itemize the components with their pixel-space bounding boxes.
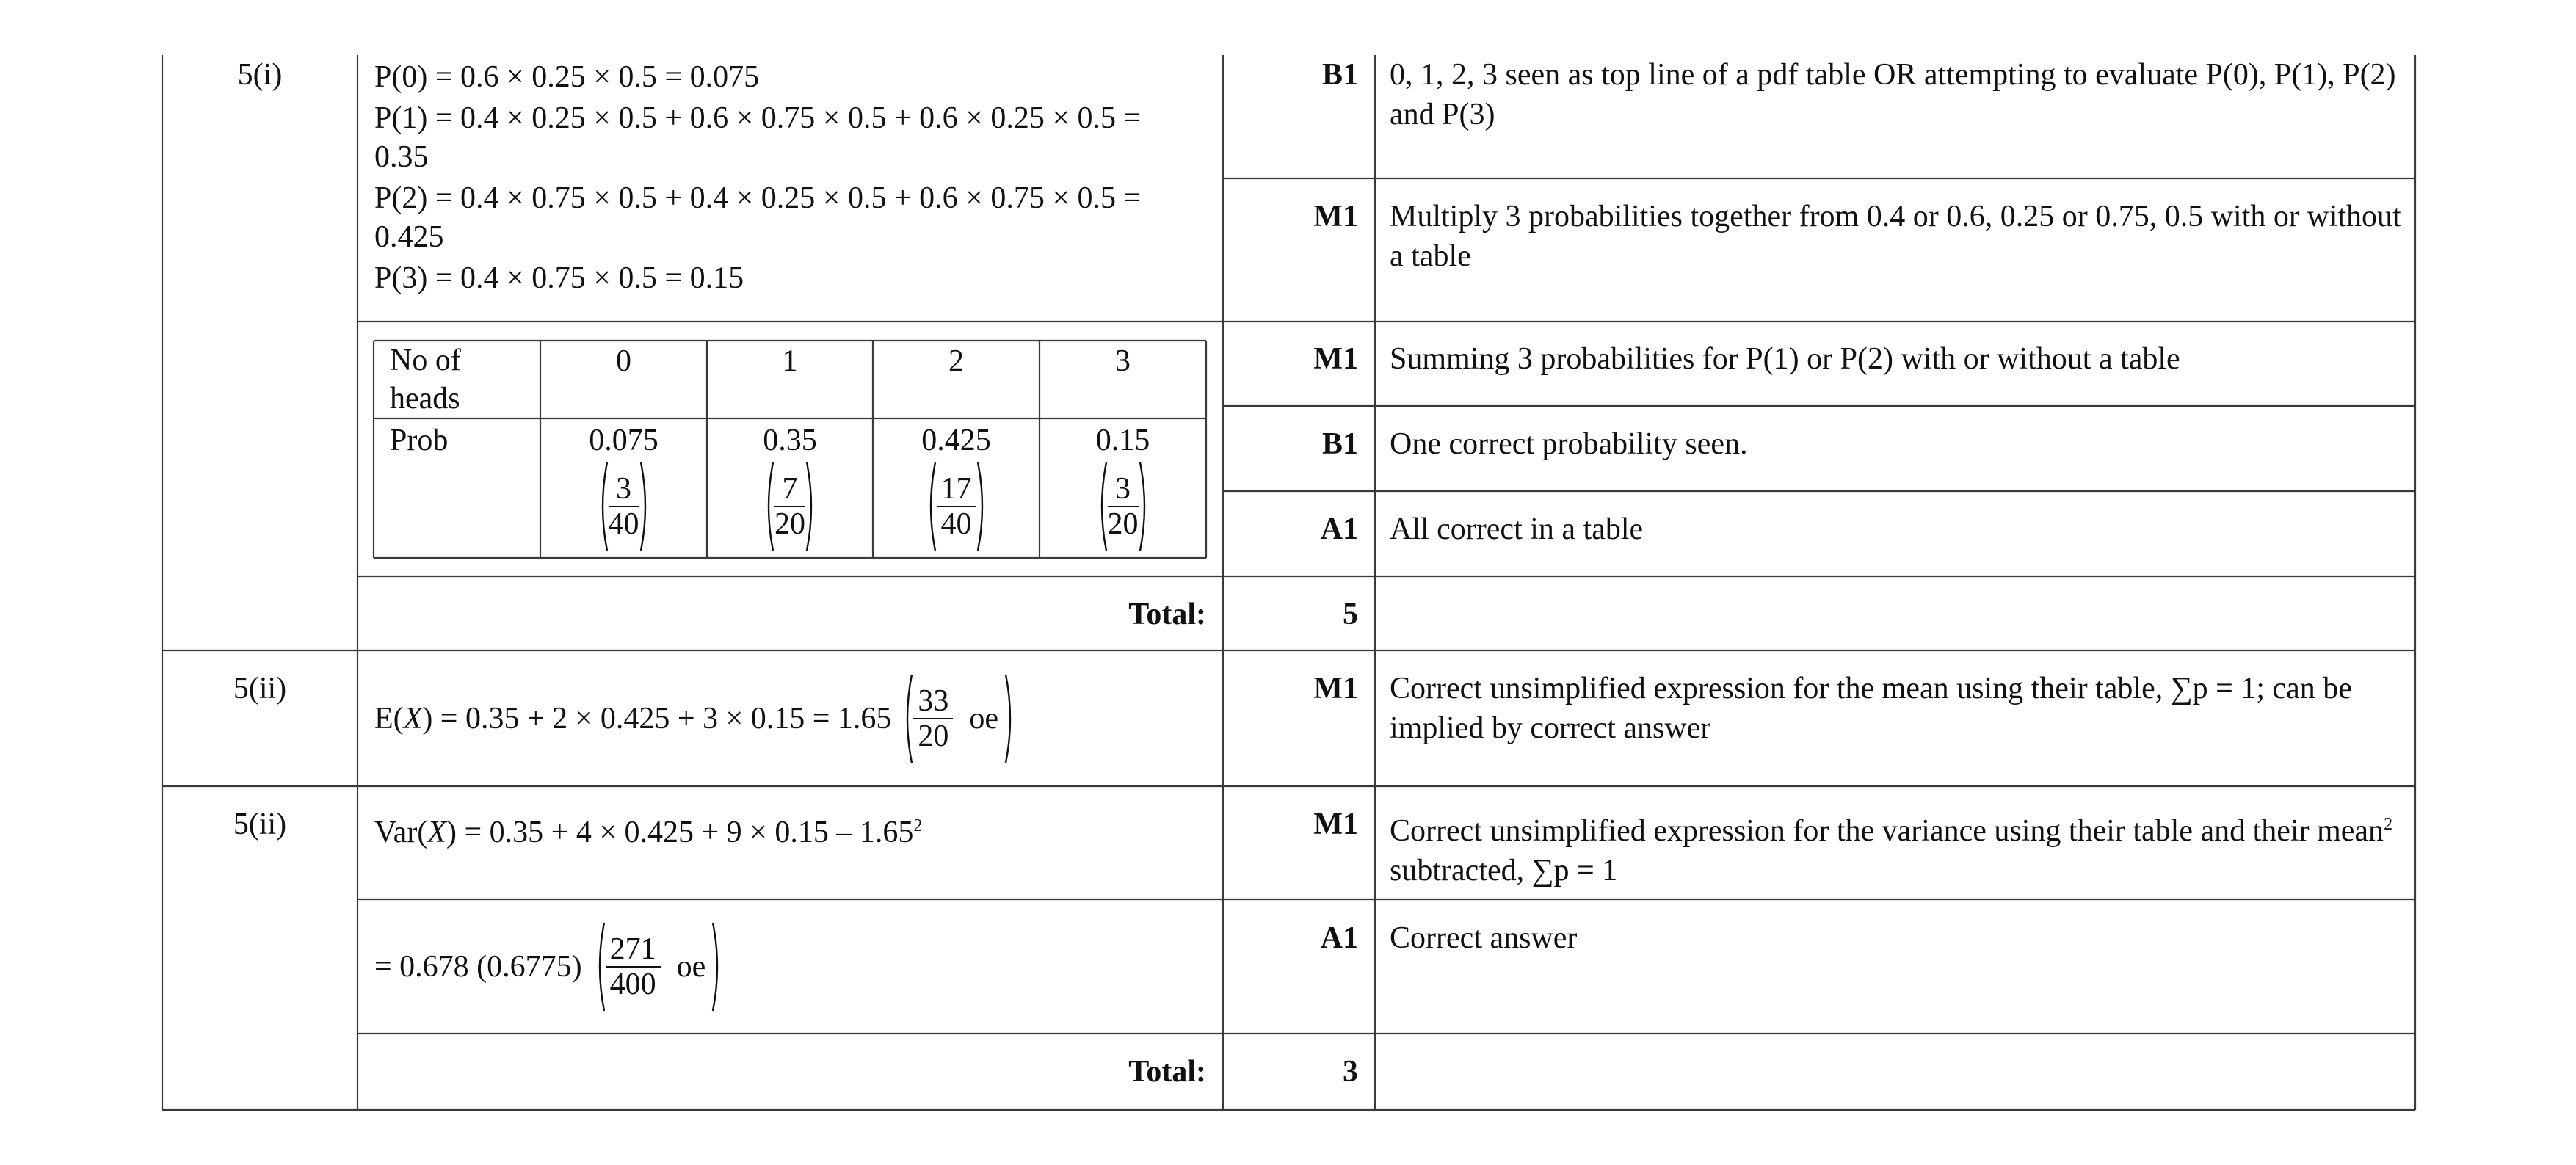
total-value: 3 xyxy=(1343,1055,1358,1089)
fraction-denominator: 400 xyxy=(609,968,656,1001)
mark-code: B1 xyxy=(1321,58,1358,92)
working-variable: X xyxy=(403,702,423,736)
answer-text: = 0.678 (0.6775) xyxy=(374,950,582,984)
guidance-text: Summing 3 probabilities for P(1) or P(2) with or without a table xyxy=(1390,342,2180,376)
fraction-numerator: 3 xyxy=(1108,472,1139,507)
fraction-denominator: 20 xyxy=(774,507,805,541)
table-prob-value: 0.35 xyxy=(763,424,817,457)
table-prob-fraction xyxy=(873,461,1040,559)
table-prob-value: 0.425 xyxy=(921,424,991,457)
fraction-denominator: 20 xyxy=(918,719,949,753)
working-text: ) = 0.35 + 2 × 0.425 + 3 × 0.15 = 1.65 xyxy=(422,702,892,736)
table-header-value: 0 xyxy=(616,344,631,378)
table-header-label: No of heads xyxy=(390,344,461,415)
table-prob-value: 0.15 xyxy=(1095,424,1150,457)
total-label: Total: xyxy=(1128,1055,1206,1089)
working-line: 0.35 xyxy=(374,140,429,174)
working-text: Var( xyxy=(374,816,428,849)
working-answer xyxy=(374,921,723,1012)
table-prob-fraction xyxy=(707,461,873,559)
mark-code: B1 xyxy=(1321,427,1358,461)
question-label: 5(ii) xyxy=(233,672,287,705)
oe-note: oe xyxy=(969,702,999,736)
table-prob-value: 0.075 xyxy=(589,424,658,457)
working-line: P(2) = 0.4 × 0.75 × 0.5 + 0.4 × 0.25 × 0.5 + 0.6 × 0.75 × 0.5 = xyxy=(374,181,1142,215)
table-header-value: 3 xyxy=(1115,344,1131,378)
guidance-text-part: Correct unsimplified expression for the variance using their table and their mean xyxy=(1390,814,2384,848)
working-line: P(3) = 0.4 × 0.75 × 0.5 = 0.15 xyxy=(374,261,744,295)
working-line: P(0) = 0.6 × 0.25 × 0.5 = 0.075 xyxy=(374,60,760,94)
mark-code: M1 xyxy=(1313,807,1358,841)
working-line: P(1) = 0.4 × 0.25 × 0.5 + 0.6 × 0.75 × 0.5 + 0.6 × 0.25 × 0.5 = xyxy=(374,101,1142,135)
table-header-value: 1 xyxy=(782,344,798,378)
guidance-text: Correct unsimplified expression for the mean using their table, ∑p = 1; can be implied by correct answer xyxy=(1390,672,2352,745)
table-prob-fraction xyxy=(1040,461,1206,559)
total-value: 5 xyxy=(1343,598,1358,631)
guidance-text: All correct in a table xyxy=(1390,512,1644,546)
fraction-numerator: 33 xyxy=(913,684,953,719)
fraction-numerator: 7 xyxy=(774,472,805,507)
total-label: Total: xyxy=(1128,598,1206,631)
question-label: 5(i) xyxy=(237,58,283,92)
working-variance xyxy=(374,806,922,852)
working-variable: X xyxy=(427,816,446,849)
working-line: 0.425 xyxy=(374,220,444,254)
superscript: 2 xyxy=(913,816,923,835)
fraction-denominator: 40 xyxy=(608,507,639,541)
fraction-numerator: 3 xyxy=(609,472,639,507)
mark-code: M1 xyxy=(1313,672,1358,705)
guidance-text xyxy=(1390,805,2410,890)
table-prob-label: Prob xyxy=(390,424,449,457)
guidance-text: Correct answer xyxy=(1390,921,1578,955)
guidance-text: One correct probability seen. xyxy=(1390,427,1748,461)
fraction-numerator: 17 xyxy=(937,472,976,507)
working-mean xyxy=(374,673,1016,764)
mark-code: M1 xyxy=(1313,200,1358,233)
question-label: 5(ii) xyxy=(233,807,287,841)
mark-code: M1 xyxy=(1313,342,1358,376)
mark-code: A1 xyxy=(1320,512,1358,546)
oe-note: oe xyxy=(676,950,706,984)
working-text: ) = 0.35 + 4 × 0.425 + 9 × 0.15 – 1.65 xyxy=(446,816,914,849)
table-header-value: 2 xyxy=(948,344,964,378)
guidance-text-part: subtracted, ∑p = 1 xyxy=(1390,854,1618,888)
mark-code: A1 xyxy=(1320,921,1358,955)
guidance-text: 0, 1, 2, 3 seen as top line of a pdf table OR attempting to evaluate P(0), P(1), P(2) and P(3) xyxy=(1390,58,2396,131)
superscript: 2 xyxy=(2384,815,2393,834)
table-prob-fraction xyxy=(540,461,707,559)
working-text: E( xyxy=(374,702,404,736)
guidance-text: Multiply 3 probabilities together from 0.4 or 0.6, 0.25 or 0.75, 0.5 with or without a table xyxy=(1390,200,2401,273)
fraction-numerator: 271 xyxy=(606,932,661,968)
fraction-denominator: 40 xyxy=(940,507,972,541)
fraction-denominator: 20 xyxy=(1107,507,1139,541)
